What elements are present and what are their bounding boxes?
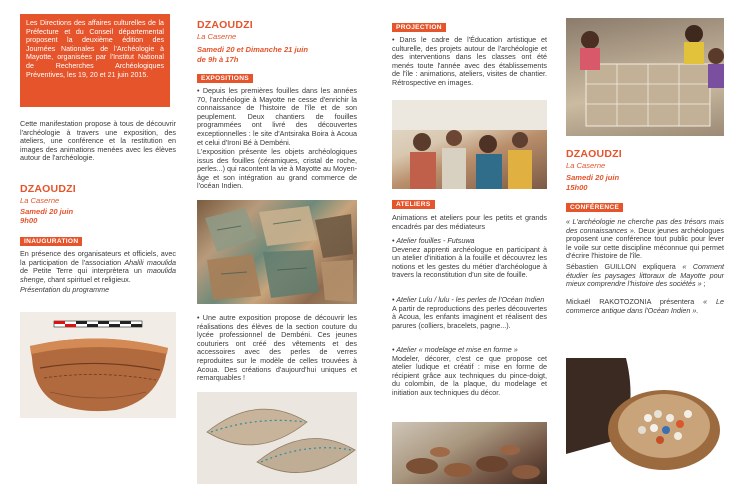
speaker-guillon-name: Sébastien GUILLON expliquera	[566, 262, 676, 271]
place-title: DZAOUDZI	[566, 148, 622, 160]
date: Samedi 20 juin	[20, 207, 74, 216]
intro-text: Cette manifestation propose à tous de découvrir l'archéologie à travers une exposition, des ateliers, une conférence et la restitution en images des animations menées avec les élèves autour de l'archéologie.	[20, 119, 176, 163]
tag-inauguration: INAUGURATION	[20, 237, 82, 246]
atelier-modelage-title: • Atelier « modelage et mise en forme »	[392, 345, 518, 354]
intro-box: Les Directions des affaires culturelles de la Préfecture et du Conseil départemental proposent la deuxième édition des Journées Nationales de l'Archéologie à Mayotte, organisées par l'Institut National de Recherches Archéologiques Préventives, les 19, 20 et 21 juin 2015.	[20, 14, 170, 107]
projection-text: • Dans le cadre de l'Éducation artistique et culturelle, des projets autour de l'archéologie et des interventions dans les classes ont été menés toute l'année avec des établissements de l'île : animations, ateliers, visites de chantier. Rétrospective en images.	[392, 35, 547, 87]
tag-conference: CONFÉRENCE	[566, 203, 623, 212]
speaker-guillon	[566, 263, 724, 289]
tag-expositions: EXPOSITIONS	[197, 74, 253, 83]
beads-bowl-illustration	[566, 358, 724, 480]
panel-projection-ateliers	[374, 0, 558, 486]
ateliers-intro: Animations et ateliers pour les petits et grands encadrés par des médiateurs	[392, 213, 547, 231]
students-illustration	[392, 100, 547, 189]
atelier-perles-text: A partir de reproductions des perles découvertes à Acoua, les enfants imaginent et réalisent des parures (colliers, bracelets, pagne...).	[392, 303, 547, 330]
atelier-fouilles-text: Devenez apprenti archéologue en participant à un atelier d'initiation à la fouille et découvrez les notions et les gestes du métier d'archéologue à travers la reconstitution d'un site de fouille.	[392, 244, 547, 280]
tag-projection: PROJECTION	[392, 23, 446, 32]
ceramic-fragments-illustration	[197, 200, 357, 304]
exposition-text-1: • Depuis les premières fouilles dans les années 70, l'archéologie à Mayotte ne cesse d'enrichir la connaissance de l'histoire de l'île et de son peuplement. Deux chantiers de fouilles programmées ont livré des découvertes exceptionnelles : le site d'Antsiraka Boira à Acoua et celui d'Ironi Bé à Dembéni.	[197, 86, 357, 147]
speaker-rakotozonia-name: Mickaël RAKOTOZONIA présentera	[566, 297, 695, 306]
conference-quote: « L'archéologie ne cherche pas des trésors mais des connaissances ».	[566, 217, 724, 235]
atelier-fouilles-title: • Atelier fouilles - Futsuwa	[392, 236, 475, 245]
chant-name: maoulida shenge	[20, 266, 176, 284]
beads-bowl-photo	[566, 358, 724, 480]
conference-text	[566, 218, 724, 261]
excavation-workshop-photo	[566, 18, 724, 136]
venue: La Caserne	[20, 196, 60, 205]
atelier-modelage-text: Modeler, décorer, c'est ce que propose cet atelier ludique et créatif : mise en forme de récipient grâce aux techniques du pince-doigt, du colombin, de la plaque, du modelage et initiation aux techniques du décor.	[392, 353, 547, 397]
excavation-illustration	[566, 18, 724, 136]
association-name: Ahalili maoulida	[124, 257, 177, 267]
beaded-leaves-illustration	[197, 392, 357, 484]
clay-pots-illustration	[392, 422, 547, 484]
panel-inauguration	[0, 0, 188, 486]
place-title: DZAOUDZI	[20, 183, 76, 195]
atelier-modelage	[392, 346, 547, 398]
beaded-fabric-photo	[197, 392, 357, 484]
panel-conference	[558, 0, 741, 486]
tag-ateliers: ATELIERS	[392, 200, 435, 209]
atelier-fouilles	[392, 237, 547, 280]
inauguration-text-c: , chant spirituel et religieux.	[43, 274, 131, 284]
speaker-rakotozonia-topic: « Le commerce antique dans l'Océan Indien ».	[566, 297, 724, 315]
date: Samedi 20 et Dimanche 21 juin	[197, 45, 308, 54]
atelier-perles	[392, 296, 547, 330]
exposition-text-2: L'exposition présente les objets archéologiques issus des fouilles (céramiques, cristal de roche, perles...) qui racontent la vie à Mayotte au Moyen-âge et son intégration au grand commerce de l'océan Indien.	[197, 147, 357, 191]
modelage-photo	[392, 422, 547, 484]
scale-bar	[54, 321, 142, 327]
exposition-text-3: • Une autre exposition propose de découvrir les réalisations des élèves de la section couture du lycée professionnel de Dembéni. Ces jeunes couturiers ont créé des vêtements et des accessoires avec des perles de verres reproduites sur le modèle de celles trouvées à Acoua. Des créations d'aujourd'hui uniques et remarquables !	[197, 313, 357, 383]
ceramics-photo	[197, 200, 357, 304]
time: 9h00	[20, 216, 38, 225]
speaker-rakotozonia	[566, 298, 724, 315]
conference-description: Deux jeunes archéologues proposent une conférence tout public pour lever le voile sur cette discipline méconnue qui permet d'écrire l'histoire de l'île.	[566, 225, 724, 261]
place-title: DZAOUDZI	[197, 19, 253, 31]
programme-presentation: Présentation du programme	[20, 285, 110, 295]
inauguration-text-b: de Petite Terre qui interprètera un	[20, 266, 142, 276]
speaker-guillon-end: ;	[703, 279, 706, 289]
pottery-photo	[20, 312, 176, 418]
panel-expositions	[188, 0, 374, 486]
time: 15h00	[566, 183, 588, 192]
inauguration-text	[20, 250, 176, 295]
speaker-guillon-topic: « Comment étudier les paysages littoraux de Mayotte pour mieux comprendre l'histoire des sociétés »	[566, 262, 724, 289]
pottery-illustration	[20, 312, 176, 418]
time: de 9h à 17h	[197, 55, 239, 64]
date: Samedi 20 juin	[566, 173, 620, 182]
classroom-photo	[392, 100, 547, 189]
atelier-perles-title: • Atelier Lulu / lulu - les perles de l'Océan Indien	[392, 295, 545, 304]
venue: La Caserne	[566, 161, 606, 170]
venue: La Caserne	[197, 32, 237, 41]
inauguration-text-a: En présence des organisateurs et officiels, avec la participation de l'association	[20, 249, 176, 267]
